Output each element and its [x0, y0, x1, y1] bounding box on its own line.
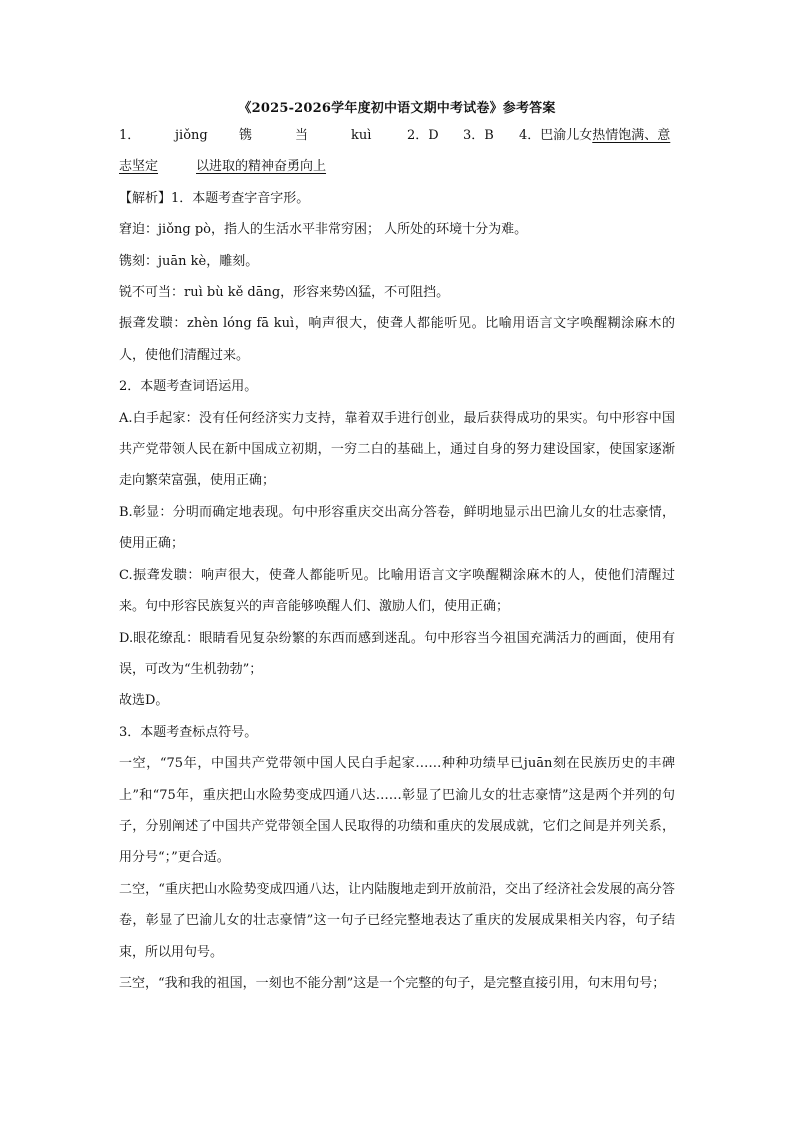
answer-content [119, 120, 675, 999]
analysis-paragraph: 故选D。 [119, 693, 169, 709]
q4-answer-underline-1: 热情饱满、意 [592, 128, 671, 143]
analysis-paragraph: D.眼花缭乱：眼睛看见复杂纷繁的东西而感到迷乱。句中形容当今祖国充满活力的画面，使用有误，可改为“生机勃勃”； [119, 630, 675, 677]
answer-line-1 [119, 120, 675, 151]
q4-answer-underline-2: 以进取的精神奋勇向上 [196, 159, 327, 175]
analysis-paragraph: C.振聋发聩：响声很大，使聋人都能听见。比喻用语言文字唤醒糊涂麻木的人，使他们清醒过来。句中形容民族复兴的声音能够唤醒人们、激励人们，使用正确； [119, 567, 675, 615]
analysis-heading: 【解析】1．本题考查字音字形。 [119, 190, 310, 206]
q1-number: 1． [119, 128, 141, 143]
analysis-heading: 3．本题考查标点符号。 [119, 724, 258, 740]
analysis-paragraph: 二空，“重庆把山水险势变成四通八达，让内陆腹地走到开放前沿，交出了经济社会发展的高分答卷，彰显了巴渝儿女的壮志豪情”这一句子已经完整地表达了重庆的发展成果相关内容，句子结束，所以用句号。 [119, 881, 675, 960]
analysis-paragraph: 锐不可当：ruì bù kě dāng，形容来势凶猛，不可阻挡。 [119, 285, 450, 301]
q4-answer-underline-1b: 志坚定 [119, 159, 159, 175]
q3-answer: 3．B [463, 128, 494, 143]
q2-answer: 2．D [407, 128, 439, 143]
q1-answer-c: 当 [295, 128, 309, 143]
q1-answer-a: jiǒng [175, 128, 208, 143]
analysis-paragraph: A.白手起家：没有任何经济实力支持，靠着双手进行创业，最后获得成功的果实。句中形容中国共产党带领人民在新中国成立初期，一穷二白的基础上，通过自身的努力建设国家，使国家逐渐走向繁荣富强，使用正确； [119, 410, 675, 489]
answer-line-2 [119, 151, 675, 182]
analysis-paragraph: 三空，“我和我的祖国，一刻也不能分割”这是一个完整的句子，是完整直接引用，句末用句号； [119, 975, 666, 991]
analysis-paragraph: 镌刻：juān kè，雕刻。 [119, 253, 259, 269]
analysis-paragraph: B.彰显：分明而确定地表现。句中形容重庆交出高分答卷，鲜明地显示出巴渝儿女的壮志豪情，使用正确； [119, 504, 675, 552]
analysis-heading: 2．本题考查词语运用。 [119, 379, 258, 395]
analysis-paragraph: 窘迫：jiǒng pò，指人的生活水平非常穷困； 人所处的环境十分为难。 [119, 222, 528, 238]
q4-answer-prefix: 4．巴渝儿女 [519, 128, 593, 143]
analysis-paragraph: 振聋发聩：zhèn lóng fā kuì，响声很大，使聋人都能听见。比喻用语言文字唤醒糊涂麻木的人，使他们清醒过来。 [119, 316, 675, 363]
q1-answer-d: kuì [351, 128, 372, 143]
document-title: 《2025-2026学年度初中语文期中考试卷》参考答案 [238, 101, 556, 116]
q1-answer-b: 镌 [239, 128, 253, 143]
analysis-paragraph: 一空，“75年，中国共产党带领中国人民白手起家……种种功绩早已juān刻在民族历史的丰碑上”和“75年，重庆把山水险势变成四通八达……彰显了巴渝儿女的壮志豪情”这是两个并列的句子，分别阐述了中国共产党带领全国人民取得的功绩和重庆的发展成就，它们之间是并列关系，用分号“；”更合适。 [119, 756, 675, 866]
